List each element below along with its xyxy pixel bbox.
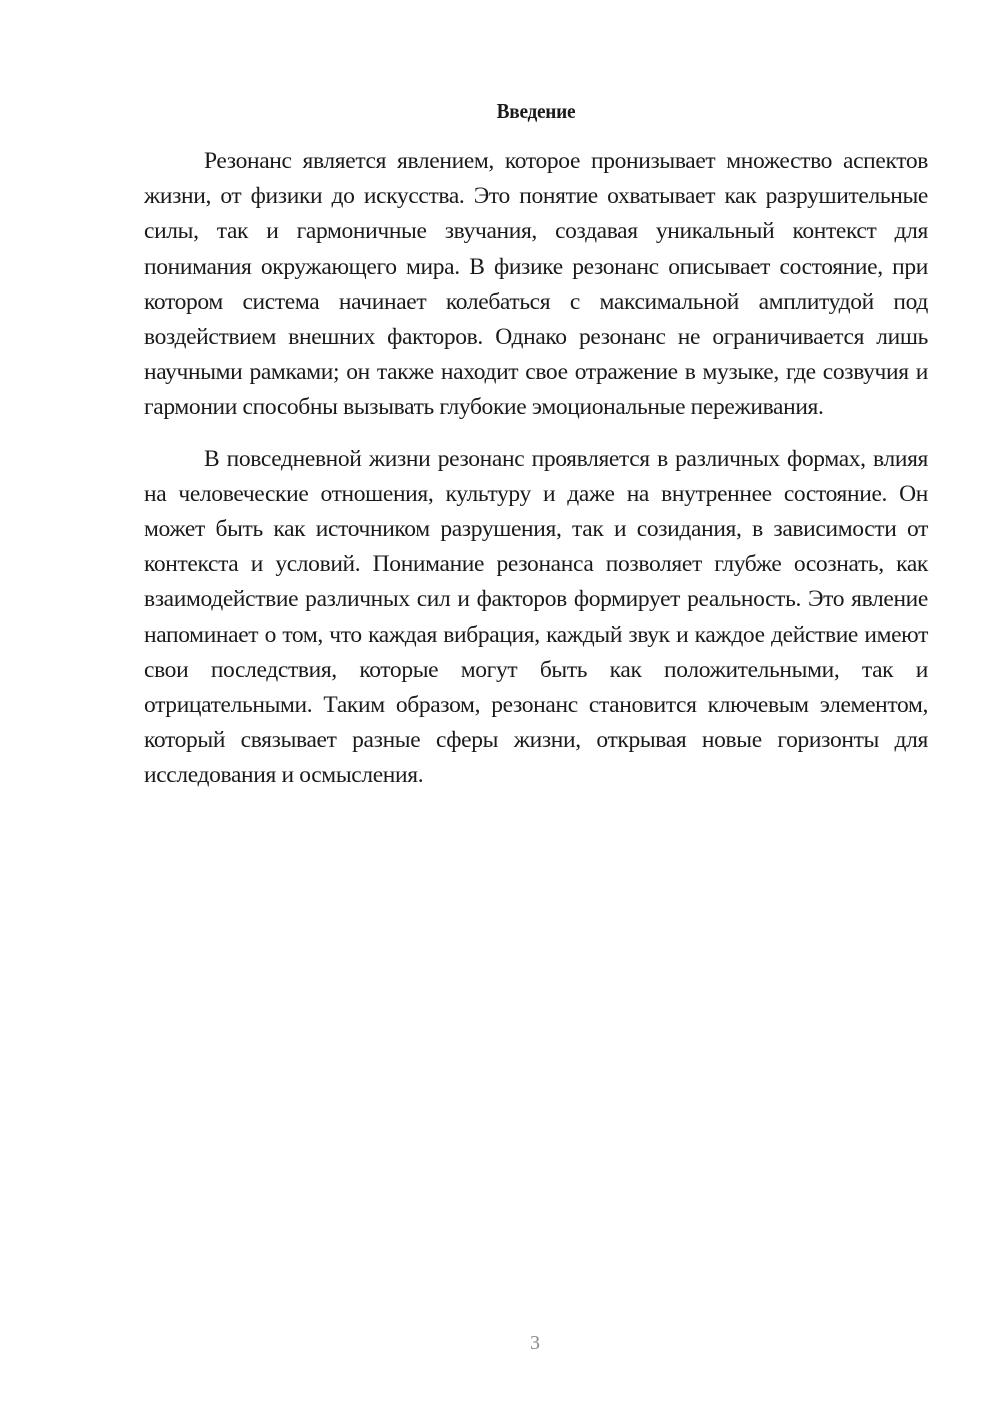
page-content: [144, 96, 928, 794]
paragraph-1: Резонанс является явлением, которое пронизывает множество аспектов жизни, от физики до искусства. Это понятие охватывает как разрушительные силы, так и гармоничные звучания, создавая уникальный контекст для понимания окружающего мира. В физике резонанс описывает состояние, при котором система начинает колебаться с максимальной амплитудой под воздействием внешних факторов. Однако резонанс не ограничивается лишь научными рамками; он также находит свое отражение в музыке, где созвучия и гармонии способны вызывать глубокие эмоциональные переживания.: [144, 148, 928, 421]
paragraph-2: В повседневной жизни резонанс проявляется в различных формах, влияя на человеческие отношения, культуру и даже на внутреннее состояние. Он может быть как источником разрушения, так и созидания, в зависимости от контекста и условий. Понимание резонанса позволяет глубже осознать, как взаимодействие различных сил и факторов формирует реальность. Это явление напоминает о том, что каждая вибрация, каждый звук и каждое действие имеют свои последствия, которые могут быть как положительными, так и отрицательными. Таким образом, резонанс становится ключевым элементом, который связывает разные сферы жизни, открывая новые горизонты для исследования и осмысления.: [144, 445, 928, 789]
page-number: 3: [530, 1332, 540, 1354]
section-heading: Введение: [496, 99, 576, 123]
